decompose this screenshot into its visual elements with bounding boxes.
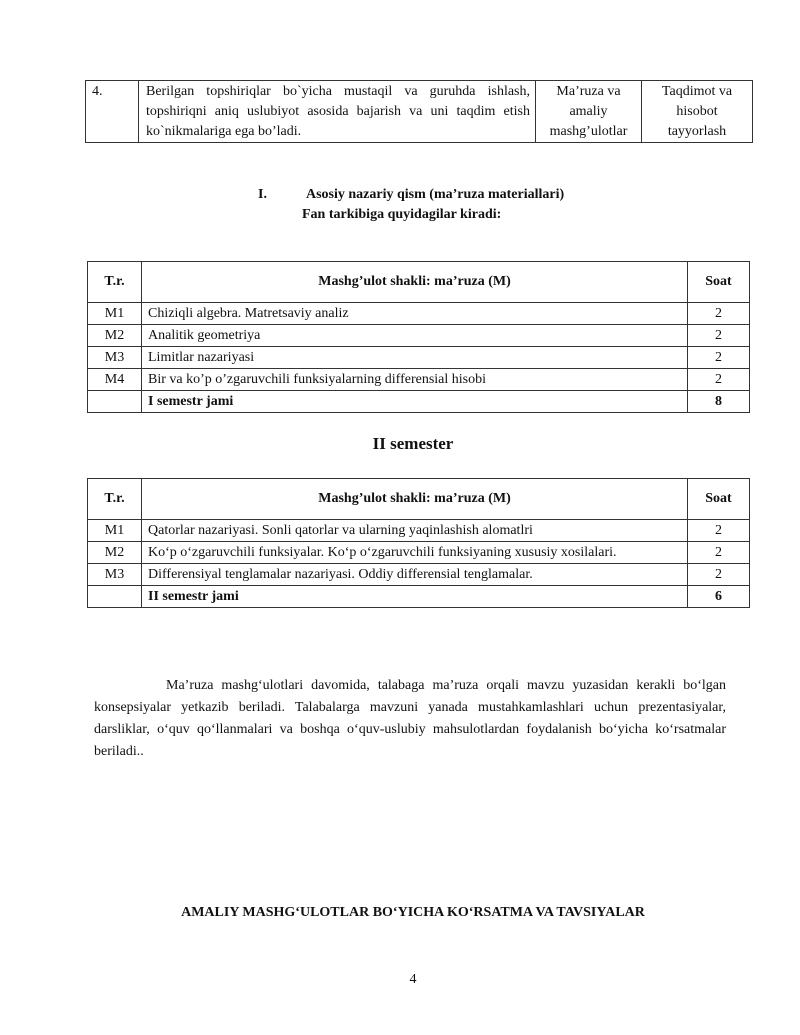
assessment-cell: [642, 81, 753, 143]
page-number: 4: [409, 972, 417, 987]
form-line: amaliy: [569, 104, 608, 119]
table-header-row: [88, 479, 750, 520]
total-label: I semestr jami: [142, 391, 688, 413]
form-line: Ma’ruza va: [556, 84, 621, 99]
form-line: mashg’ulotlar: [549, 124, 628, 139]
header-soat: Soat: [688, 262, 750, 303]
cell-empty: [88, 586, 142, 608]
cell-tr: M1: [88, 520, 142, 542]
cell-soat: 2: [688, 564, 750, 586]
header-tr: T.r.: [88, 262, 142, 303]
paragraph-text: Ma’ruza mashg‘ulotlari davomida, talabaga ma’ruza orqali mavzu yuzasidan kerakli bo‘lgan konsepsiyalar yetkazib beriladi. Talabalarga mavzuni yanada mustahkamlashlari uchun prezentasiyalar, darsliklar, o‘quv qo‘llanmalari va boshqa o‘quv-uslubiy mahsulotlardan foydalanish bo‘yicha ko‘rsatmalar beriladi..: [94, 678, 726, 759]
semester-2-title: II semester: [372, 434, 454, 453]
cell-tr: M2: [88, 542, 142, 564]
practical-section-heading: AMALIY MASHG‘ULOTLAR BO‘YICHA KO‘RSATMA VA TAVSIYALAR: [181, 905, 645, 920]
cell-soat: 2: [688, 347, 750, 369]
table-row: [88, 520, 750, 542]
cell-name: Analitik geometriya: [142, 325, 688, 347]
cell-tr: M2: [88, 325, 142, 347]
table-row: [88, 325, 750, 347]
table-row: [88, 347, 750, 369]
form-cell: [536, 81, 642, 143]
body-paragraph: [94, 675, 726, 763]
table-row: [88, 564, 750, 586]
total-label: II semestr jami: [142, 586, 688, 608]
cell-tr: M1: [88, 303, 142, 325]
competency-table: [85, 80, 753, 143]
table-header-row: [88, 262, 750, 303]
header-name: Mashg’ulot shakli: ma’ruza (M): [142, 479, 688, 520]
section-title: Asosiy nazariy qism (ma’ruza materiallari): [306, 187, 565, 202]
cell-name: Qatorlar nazariyasi. Sonli qatorlar va ularning yaqinlashish alomatlri: [142, 520, 688, 542]
cell-tr: M4: [88, 369, 142, 391]
cell-soat: 2: [688, 325, 750, 347]
lecture-table-semester-2: [87, 478, 750, 608]
cell-name: Chiziqli algebra. Matretsaviy analiz: [142, 303, 688, 325]
row-number: 4.: [86, 81, 139, 143]
total-value: 6: [688, 586, 750, 608]
header-name: Mashg’ulot shakli: ma’ruza (M): [142, 262, 688, 303]
header-tr: T.r.: [88, 479, 142, 520]
cell-name: Differensiyal tenglamalar nazariyasi. Oddiy differensial tenglamalar.: [142, 564, 688, 586]
cell-soat: 2: [688, 542, 750, 564]
section-subtitle: Fan tarkibiga quyidagilar kiradi:: [302, 207, 502, 222]
section-number: I.: [258, 187, 267, 202]
cell-name: Limitlar nazariyasi: [142, 347, 688, 369]
table-row: [88, 542, 750, 564]
assessment-line: Taqdimot va: [661, 84, 733, 99]
cell-soat: 2: [688, 303, 750, 325]
competency-text: Berilgan topshiriqlar bo`yicha mustaqil va guruhda ishlash, topshiriqni aniq uslubiyot asosida bajarish va uni taqdim etish ko`nikmalariga ega bo’ladi.: [139, 81, 536, 143]
cell-tr: M3: [88, 564, 142, 586]
header-soat: Soat: [688, 479, 750, 520]
cell-tr: M3: [88, 347, 142, 369]
table-row: [86, 81, 753, 143]
total-value: 8: [688, 391, 750, 413]
cell-name: Ko‘p o‘zgaruvchili funksiyalar. Ko‘p o‘zgaruvchili funksiyaning xususiy xosilalari.: [142, 542, 688, 564]
cell-soat: 2: [688, 369, 750, 391]
assessment-line: hisobot: [676, 104, 718, 119]
total-row: [88, 586, 750, 608]
cell-name: Bir va ko’p o’zgaruvchili funksiyalarning differensial hisobi: [142, 369, 688, 391]
lecture-table-semester-1: [87, 261, 750, 413]
assessment-line: tayyorlash: [667, 124, 727, 139]
cell-empty: [88, 391, 142, 413]
table-row: [88, 369, 750, 391]
cell-soat: 2: [688, 520, 750, 542]
total-row: [88, 391, 750, 413]
table-row: [88, 303, 750, 325]
